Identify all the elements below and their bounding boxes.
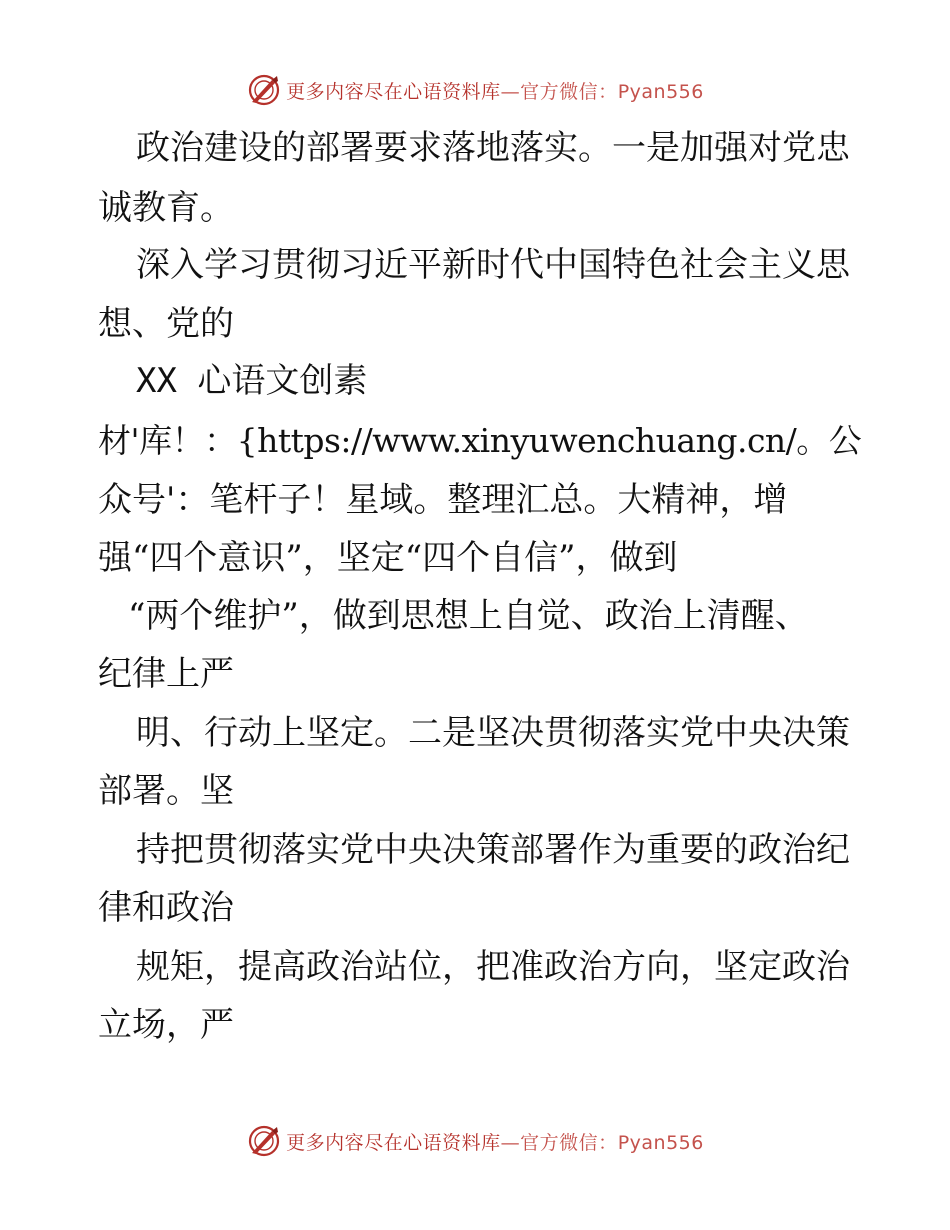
banner-wechat-label: 官方微信 [520,80,599,103]
body-line: 深入学习贯彻习近平新时代中国特色社会主义思 [136,245,850,285]
body-line: 纪律上严 [98,654,234,694]
header-banner [0,70,950,110]
banner-separator: ： [598,80,618,103]
banner-wechat-id: Pyan556 [617,80,704,103]
body-line: 立场，严 [98,1005,234,1045]
banner-dash: — [500,1131,521,1154]
body-line: XX 心语文创素 [136,361,368,401]
body-line: 想、党的 [98,304,234,344]
body-line: 规矩，提高政治站位，把准政治方向，坚定政治 [136,947,850,987]
banner-wechat-id: Pyan556 [617,1131,704,1154]
banner-title: 更多内容尽在心语资料库 [286,1131,501,1154]
footer-banner [0,1121,950,1161]
body-line: 部署。坚 [98,771,234,811]
body-line: 持把贯彻落实党中央决策部署作为重要的政治纪 [136,830,850,870]
banner-separator: ： [598,1131,618,1154]
body-line: 材'库！：{https://www.xinyuwenchuang.cn/。公 [98,421,862,460]
quill-logo-icon [246,1123,282,1159]
body-line: 政治建设的部署要求落地落实。一是加强对党忠 [136,128,850,168]
quill-logo-icon [246,72,282,108]
banner-title: 更多内容尽在心语资料库 [286,80,501,103]
body-line: “两个维护”，做到思想上自觉、政治上清醒、 [128,596,809,636]
body-line: 明、行动上坚定。二是坚决贯彻落实党中央决策 [136,713,850,753]
body-line: 强“四个意识”，坚定“四个自信”，做到 [98,538,678,578]
body-line: 诚教育。 [98,188,234,228]
banner-dash: — [500,80,521,103]
banner-wechat-label: 官方微信 [520,1131,599,1154]
body-line: 律和政治 [98,888,234,928]
body-line: 众号'：笔杆子！星域。整理汇总。大精神，增 [98,480,788,520]
